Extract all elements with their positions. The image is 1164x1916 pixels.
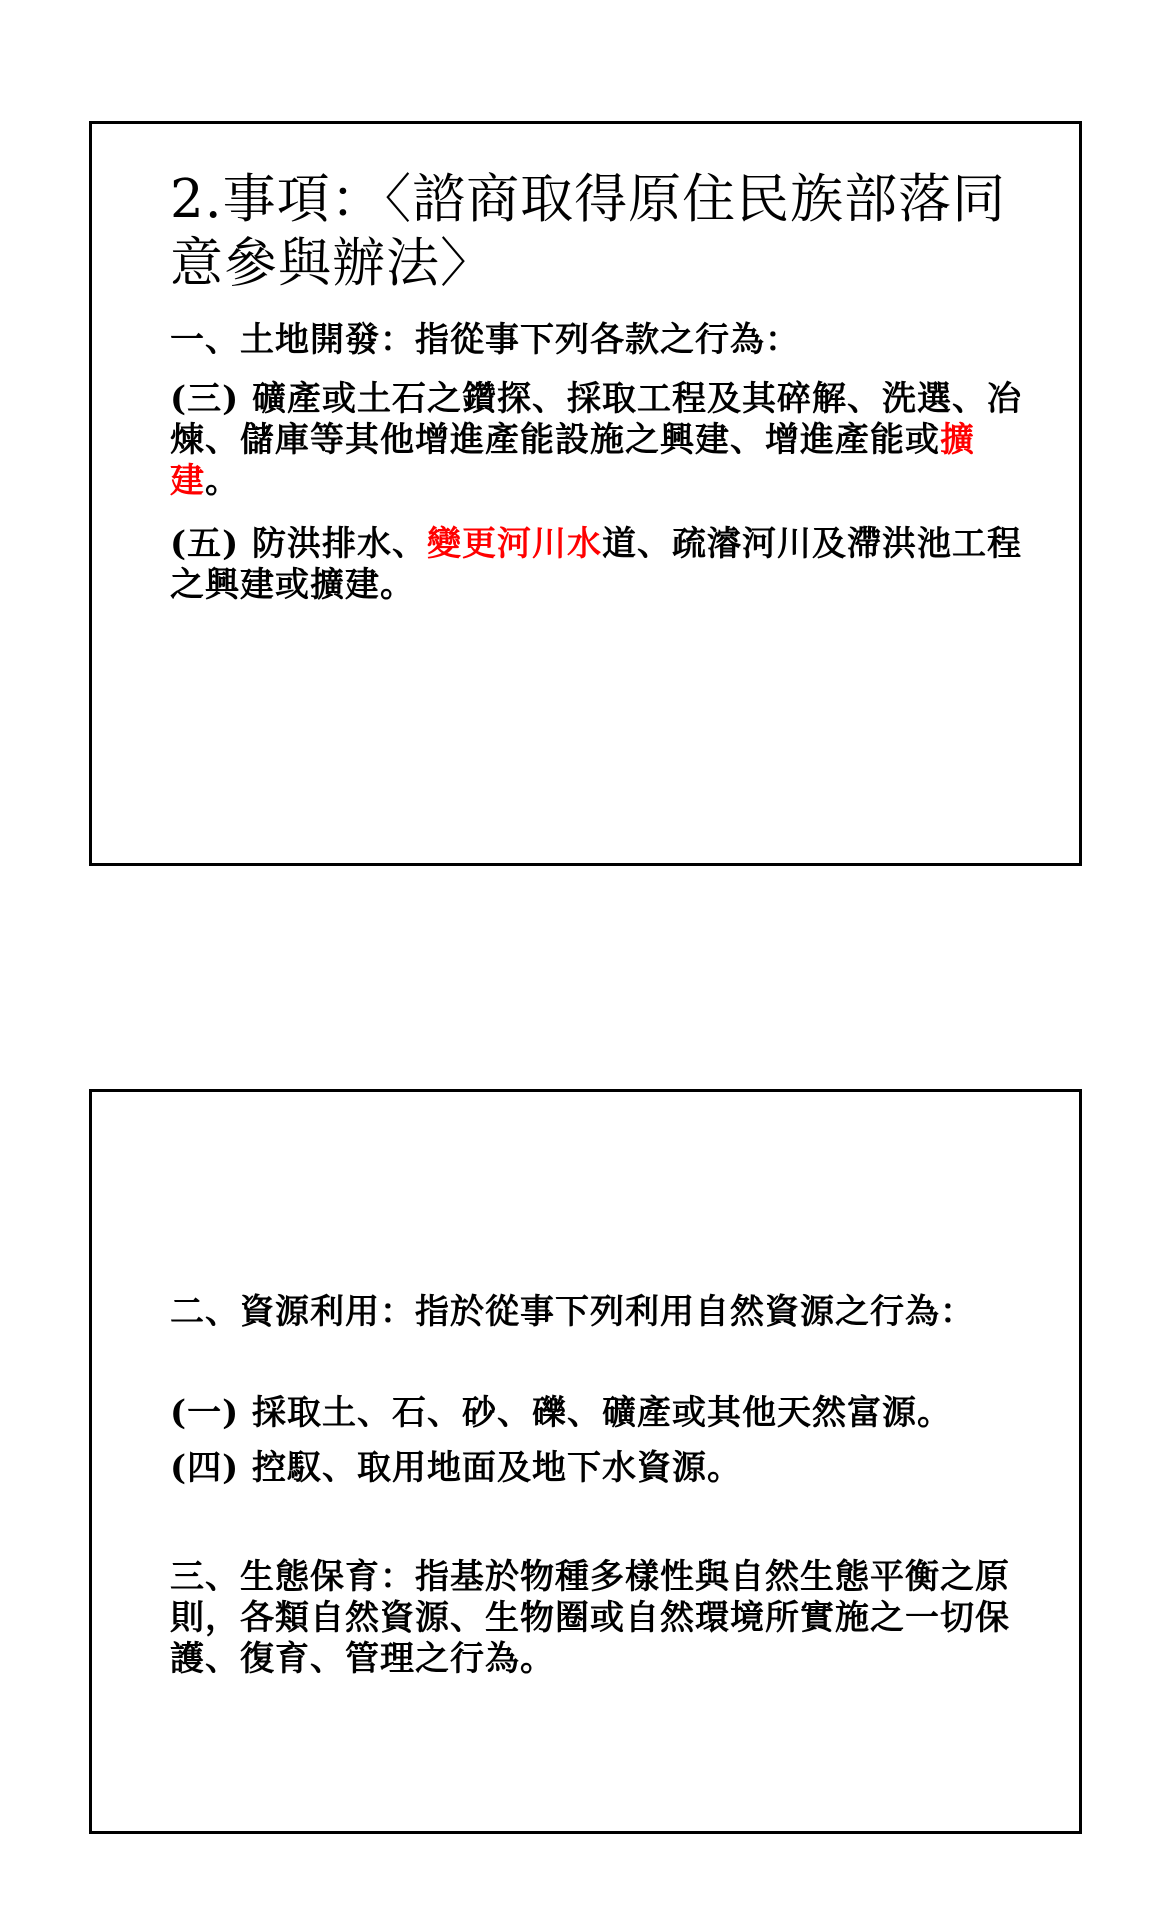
item-5-text: (五) 防洪排水、 xyxy=(170,524,428,564)
slide-2 xyxy=(89,1089,1082,1834)
slide-title: 2.事項：〈諮商取得原住民族部落同意參與辦法〉 xyxy=(170,169,1007,294)
slide-1 xyxy=(89,121,1082,866)
resource-use-heading: 二、資源利用：指於從事下列利用自然資源之行為： xyxy=(170,1292,975,1332)
item-3-highlight: 擴建 xyxy=(170,420,975,501)
item-3-paragraph xyxy=(170,379,1030,502)
item-5-highlight: 變更河川水 xyxy=(427,524,603,564)
item-3-text: (三) 礦產或土石之鑽探、採取工程及其碎解、洗選、冶煉、儲庫等其他增進產能設施之興建、增進產能或 xyxy=(170,379,1023,460)
resource-item-1: (一) 採取土、石、砂、礫、礦產或其他天然富源。 xyxy=(170,1393,953,1433)
item-3-text-end: 。 xyxy=(205,461,240,501)
land-development-heading: 一、土地開發：指從事下列各款之行為： xyxy=(170,320,800,360)
resource-item-4: (四) 控馭、取用地面及地下水資源。 xyxy=(170,1448,743,1488)
item-5-paragraph xyxy=(170,524,1030,606)
item-5-text-end: 道、疏濬河川及滯洪池工程之興建或擴建。 xyxy=(170,524,1023,605)
ecology-conservation-paragraph: 三、生態保育：指基於物種多樣性與自然生態平衡之原則，各類自然資源、生物圈或自然環境所實施之一切保護、復育、管理之行為。 xyxy=(170,1557,1010,1679)
